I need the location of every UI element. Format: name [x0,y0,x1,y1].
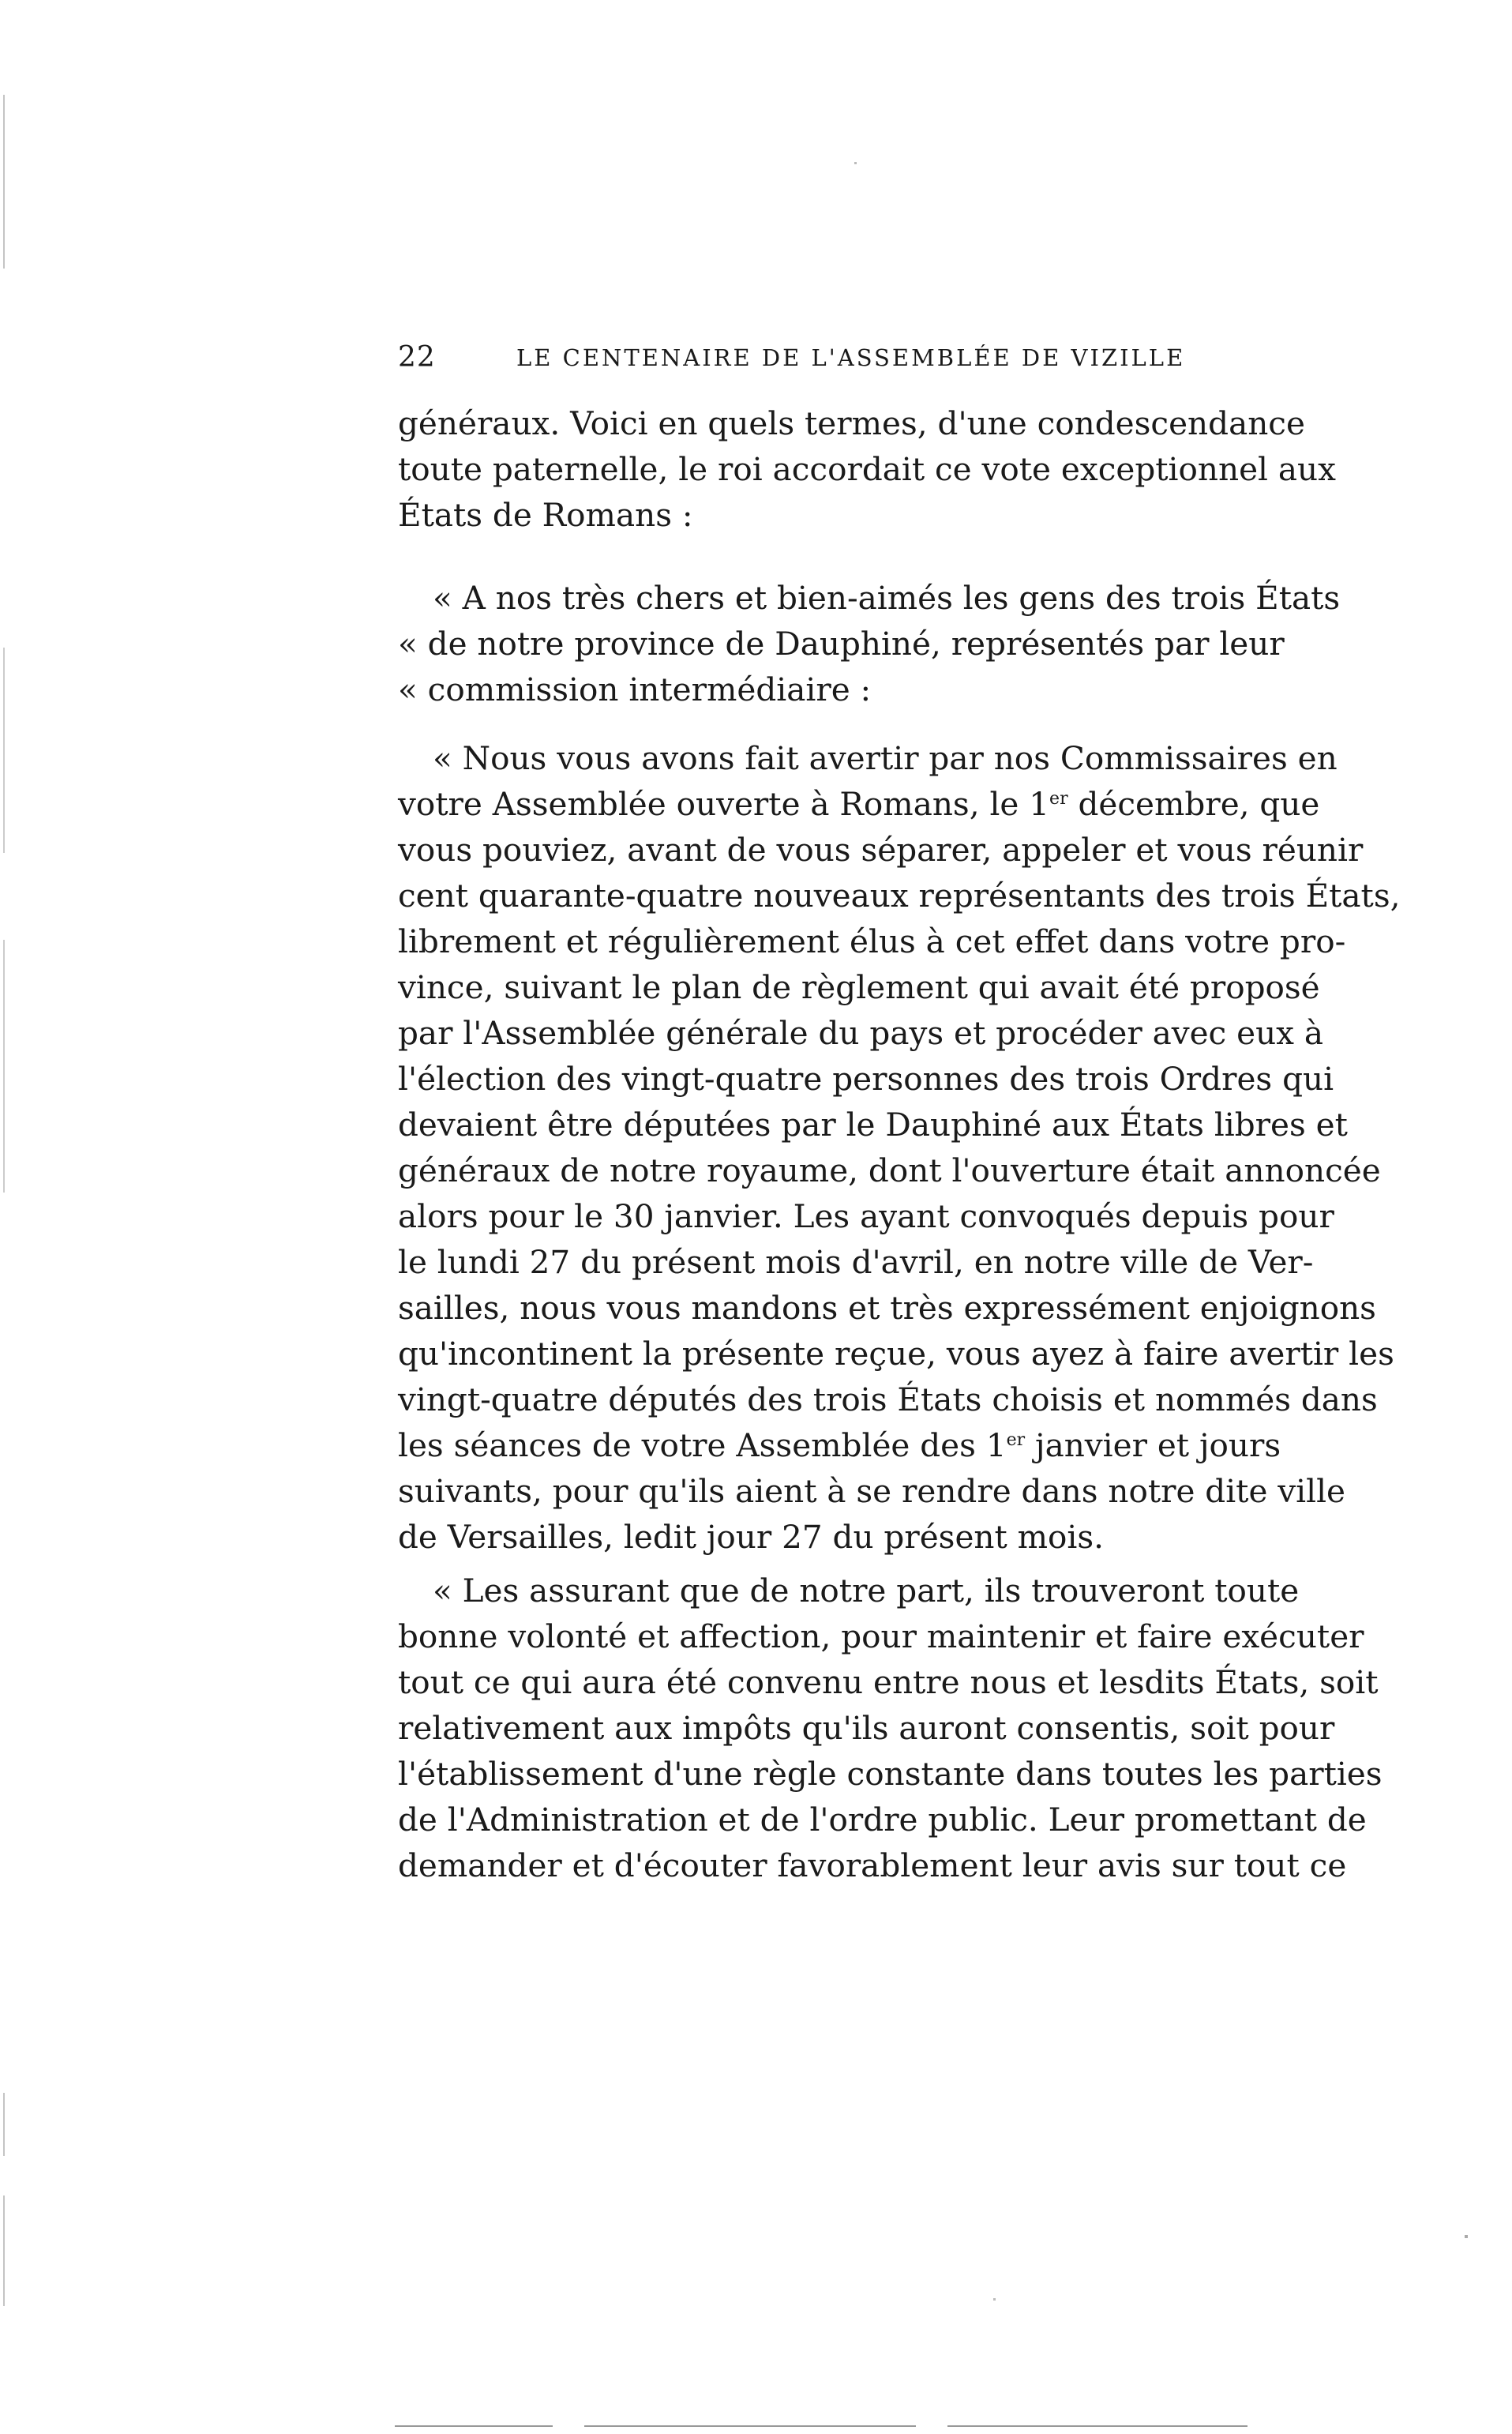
text-line: États de Romans : [398,496,693,534]
page-number: 22 [398,341,436,374]
text-line: « de notre province de Dauphiné, représentés par leur [398,625,1285,663]
text-line: par l'Assemblée générale du pays et procéder avec eux à [398,1014,1324,1052]
text-line: toute paternelle, le roi accordait ce vote exceptionnel aux [398,450,1336,488]
text-line: « A nos très chers et bien-aimés les gens des trois États [433,579,1341,617]
text-line: les séances de votre Assemblée des 1er janvier et jours [398,1426,1281,1464]
text-line: « Les assurant que de notre part, ils trouveront toute [433,1572,1300,1610]
text-line: « Nous vous avons fait avertir par nos Commissaires en [433,739,1338,777]
text-line: tout ce qui aura été convenu entre nous et lesdits États, soit [398,1663,1379,1701]
text-line: l'établissement d'une règle constante dans toutes les parties [398,1755,1383,1793]
paragraph-letter-1 [398,735,1401,1560]
text-line: suivants, pour qu'ils aient à se rendre dans notre dite ville [398,1472,1346,1510]
text-line: devaient être députées par le Dauphiné aux États libres et [398,1106,1348,1144]
text-line: relativement aux impôts qu'ils auront consentis, soit pour [398,1709,1335,1747]
text-line: vince, suivant le plan de règlement qui avait été proposé [398,968,1320,1006]
text-line: l'élection des vingt-quatre personnes des trois Ordres qui [398,1060,1334,1098]
scan-edge-mark [3,940,5,1193]
text-line: votre Assemblée ouverte à Romans, le 1er décembre, que [398,785,1320,823]
running-title: LE CENTENAIRE DE L'ASSEMBLÉE DE VIZILLE [516,344,1186,371]
page-header [398,341,1251,389]
text-line: alors pour le 30 janvier. Les ayant convoqués depuis pour [398,1197,1334,1235]
paragraph-intro [398,400,1336,538]
text-line: le lundi 27 du présent mois d'avril, en notre ville de Ver- [398,1243,1314,1281]
scan-edge-mark [3,2195,5,2306]
scan-edge-mark [3,648,5,853]
text-line: généraux. Voici en quels termes, d'une condescendance [398,404,1305,442]
text-line: « commission intermédiaire : [398,670,872,708]
text-line: généraux de notre royaume, dont l'ouverture était annoncée [398,1151,1381,1189]
paragraph-letter-2 [398,1568,1383,1888]
text-line: de l'Administration et de l'ordre public. Leur promettant de [398,1801,1367,1839]
scan-bottom-rule [584,2425,916,2427]
scan-edge-mark [3,95,5,269]
text-line: de Versailles, ledit jour 27 du présent mois. [398,1518,1105,1556]
text-line: bonne volonté et affection, pour maintenir et faire exécuter [398,1617,1364,1655]
text-line: cent quarante-quatre nouveaux représentants des trois États, [398,877,1401,915]
text-line: sailles, nous vous mandons et très expressément enjoignons [398,1289,1376,1327]
text-line: vingt-quatre députés des trois États choisis et nommés dans [398,1380,1378,1418]
paragraph-address [398,575,1341,712]
scan-bottom-rule [947,2425,1247,2427]
text-line: demander et d'écouter favorablement leur avis sur tout ce [398,1846,1347,1884]
text-line: librement et régulièrement élus à cet effet dans votre pro- [398,922,1346,960]
text-line: vous pouviez, avant de vous séparer, appeler et vous réunir [398,831,1364,869]
scan-edge-mark [3,2093,5,2156]
text-line: qu'incontinent la présente reçue, vous ayez à faire avertir les [398,1335,1394,1373]
scan-bottom-rule [395,2425,553,2427]
scan-dot [993,2298,996,2301]
scan-dot [1465,2235,1468,2238]
scan-dot [854,162,857,164]
